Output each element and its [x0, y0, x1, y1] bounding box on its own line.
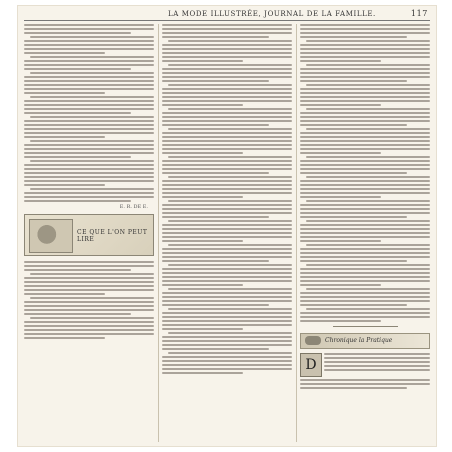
text-line	[300, 240, 381, 242]
text-line	[300, 152, 381, 154]
text-line	[24, 192, 154, 194]
text-line	[168, 244, 292, 246]
text-line	[24, 321, 154, 323]
text-line	[162, 228, 292, 230]
text-line	[300, 268, 430, 270]
text-line	[24, 333, 154, 335]
text-line	[300, 196, 381, 198]
text-line	[162, 148, 292, 150]
text-line	[162, 256, 292, 258]
text-line	[162, 204, 292, 206]
text-line	[300, 164, 430, 166]
text-line	[300, 383, 430, 385]
text-line	[24, 180, 154, 182]
text-line	[168, 64, 292, 66]
text-line	[162, 296, 292, 298]
text-line	[162, 276, 292, 278]
text-line	[24, 64, 154, 66]
text-line	[162, 260, 269, 262]
text-line	[24, 172, 154, 174]
text-line	[24, 277, 154, 279]
text-line	[300, 72, 430, 74]
text-line	[162, 168, 292, 170]
text-line	[162, 60, 243, 62]
text-line	[24, 88, 154, 90]
text-line	[162, 68, 292, 70]
text-line	[162, 32, 292, 34]
text-line	[162, 24, 292, 26]
text-line	[162, 280, 292, 282]
text-line	[306, 200, 430, 202]
text-line	[300, 272, 430, 274]
section-banner	[24, 214, 154, 256]
text-line	[24, 132, 154, 134]
text-line	[300, 100, 430, 102]
text-line	[24, 156, 131, 158]
text-line	[300, 284, 381, 286]
text-line	[300, 160, 430, 162]
section-divider	[333, 326, 398, 327]
text-line	[168, 200, 292, 202]
text-line	[30, 72, 154, 74]
text-line	[162, 100, 292, 102]
text-line	[300, 76, 430, 78]
text-line	[306, 308, 430, 310]
text-line	[168, 352, 292, 354]
text-line	[162, 360, 292, 362]
text-line	[162, 88, 292, 90]
text-line	[162, 292, 292, 294]
text-line	[162, 120, 292, 122]
text-line	[300, 312, 430, 314]
text-line	[24, 32, 131, 34]
text-line	[162, 336, 292, 338]
text-line	[24, 52, 105, 54]
text-line	[300, 104, 381, 106]
text-line	[162, 76, 292, 78]
text-line	[24, 124, 154, 126]
text-line	[24, 313, 131, 315]
text-line	[324, 353, 430, 355]
text-line	[162, 180, 292, 182]
running-header	[18, 8, 436, 20]
text-line	[162, 356, 292, 358]
text-line	[162, 216, 269, 218]
text-line	[300, 44, 430, 46]
text-line	[24, 136, 105, 138]
text-line	[24, 60, 154, 62]
header-rule	[24, 20, 430, 21]
text-line	[24, 48, 154, 50]
text-line	[24, 285, 154, 287]
text-line	[24, 293, 105, 295]
text-line	[306, 220, 430, 222]
text-line	[162, 196, 243, 198]
text-line	[24, 128, 154, 130]
text-line	[300, 316, 430, 318]
text-line	[300, 320, 381, 322]
text-line	[300, 140, 430, 142]
text-line	[24, 100, 154, 102]
text-line	[300, 260, 407, 262]
drop-cap-paragraph	[300, 353, 430, 379]
text-line	[162, 268, 292, 270]
text-line	[24, 168, 154, 170]
text-line	[300, 48, 430, 50]
text-line	[162, 152, 243, 154]
text-line	[168, 156, 292, 158]
text-line	[24, 68, 131, 70]
text-line	[162, 96, 292, 98]
text-line	[24, 269, 131, 271]
column-2	[162, 24, 292, 442]
text-line	[300, 88, 430, 90]
text-line	[168, 128, 292, 130]
column-separator	[296, 24, 297, 442]
text-line	[30, 273, 154, 275]
newspaper-page	[18, 6, 436, 446]
text-line	[30, 140, 154, 142]
text-line	[300, 280, 430, 282]
text-line	[168, 220, 292, 222]
text-line	[162, 248, 292, 250]
text-line	[24, 144, 154, 146]
text-line	[300, 180, 430, 182]
text-line	[24, 76, 154, 78]
text-line	[162, 124, 269, 126]
text-line	[300, 32, 430, 34]
text-line	[300, 112, 430, 114]
text-line	[162, 328, 243, 330]
column-1	[24, 24, 154, 442]
text-line	[324, 361, 430, 363]
text-line	[30, 188, 154, 190]
text-line	[300, 256, 430, 258]
text-line	[162, 56, 292, 58]
text-line	[30, 317, 154, 319]
text-line	[162, 304, 269, 306]
text-line	[300, 68, 430, 70]
text-line	[300, 92, 430, 94]
text-line	[168, 288, 292, 290]
text-line	[300, 208, 430, 210]
text-line	[300, 276, 430, 278]
text-line	[300, 36, 407, 38]
text-line	[324, 369, 430, 371]
text-line	[300, 296, 430, 298]
text-line	[300, 144, 430, 146]
text-line	[162, 192, 292, 194]
text-line	[300, 188, 430, 190]
text-line	[162, 164, 292, 166]
text-line	[24, 24, 154, 26]
text-line	[300, 52, 430, 54]
text-line	[162, 372, 243, 374]
text-line	[300, 192, 430, 194]
text-line	[300, 212, 430, 214]
text-line	[24, 301, 154, 303]
article-signature: E. R. DE E.	[119, 204, 148, 210]
text-line	[162, 160, 292, 162]
text-line	[24, 261, 154, 263]
text-line	[24, 325, 154, 327]
text-line	[162, 144, 292, 146]
text-line	[300, 136, 430, 138]
text-line	[24, 152, 154, 154]
text-line	[24, 281, 154, 283]
text-line	[300, 96, 430, 98]
text-line	[306, 108, 430, 110]
text-line	[162, 300, 292, 302]
text-line	[300, 248, 430, 250]
text-line	[300, 132, 430, 134]
text-line	[162, 272, 292, 274]
text-line	[24, 80, 154, 82]
text-line	[162, 208, 292, 210]
text-line	[300, 172, 407, 174]
text-line	[162, 52, 292, 54]
text-line	[162, 28, 292, 30]
text-line	[162, 80, 269, 82]
text-line	[168, 264, 292, 266]
text-line	[300, 56, 430, 58]
text-line	[300, 28, 430, 30]
text-line	[162, 240, 243, 242]
text-line	[24, 92, 105, 94]
text-line	[306, 244, 430, 246]
text-line	[162, 36, 269, 38]
text-line	[162, 344, 292, 346]
text-line	[168, 332, 292, 334]
text-line	[300, 300, 430, 302]
text-line	[24, 112, 131, 114]
text-line	[162, 232, 292, 234]
text-line	[300, 252, 430, 254]
text-line	[24, 44, 154, 46]
text-line	[24, 108, 154, 110]
text-line	[300, 216, 407, 218]
text-line	[162, 212, 292, 214]
text-line	[24, 84, 154, 86]
running-title: LA MODE ILLUSTRÉE, JOURNAL DE LA FAMILLE.	[168, 10, 376, 18]
text-line	[324, 365, 430, 367]
text-line	[306, 176, 430, 178]
text-line	[168, 40, 292, 42]
text-line	[168, 84, 292, 86]
text-line	[162, 284, 243, 286]
text-line	[162, 368, 292, 370]
text-line	[306, 156, 430, 158]
text-line	[300, 387, 407, 389]
text-line	[24, 337, 105, 339]
text-line	[306, 40, 430, 42]
text-line	[300, 124, 407, 126]
text-line	[162, 44, 292, 46]
text-line	[162, 364, 292, 366]
text-line	[300, 24, 430, 26]
text-line	[300, 292, 430, 294]
text-line	[162, 252, 292, 254]
text-line	[300, 379, 430, 381]
text-line	[162, 140, 292, 142]
text-line	[162, 224, 292, 226]
text-line	[300, 116, 430, 118]
text-line	[306, 64, 430, 66]
text-line	[162, 320, 292, 322]
page-number: 117	[410, 9, 428, 18]
text-line	[162, 172, 269, 174]
text-line	[30, 297, 154, 299]
text-line	[300, 60, 381, 62]
text-line	[30, 96, 154, 98]
text-line	[162, 112, 292, 114]
text-line	[24, 176, 154, 178]
text-line	[168, 108, 292, 110]
text-line	[162, 340, 292, 342]
text-line	[300, 236, 430, 238]
text-line	[24, 28, 154, 30]
text-line	[24, 196, 154, 198]
text-line	[300, 228, 430, 230]
text-line	[24, 148, 154, 150]
text-line	[24, 289, 154, 291]
text-line	[300, 232, 430, 234]
text-line	[24, 120, 154, 122]
text-line	[30, 160, 154, 162]
text-line	[162, 116, 292, 118]
text-line	[306, 84, 430, 86]
text-line	[24, 164, 154, 166]
text-line	[24, 305, 154, 307]
banner-heading: Chronique la Pratique	[325, 337, 393, 344]
drop-cap: D	[300, 353, 322, 377]
text-line	[300, 120, 430, 122]
text-line	[162, 48, 292, 50]
text-line	[300, 168, 430, 170]
text-line	[162, 312, 292, 314]
text-line	[30, 36, 154, 38]
text-line	[168, 176, 292, 178]
text-line	[306, 264, 430, 266]
text-line	[30, 56, 154, 58]
text-line	[162, 136, 292, 138]
text-line	[162, 132, 292, 134]
column-3	[300, 24, 430, 442]
text-line	[306, 128, 430, 130]
text-line	[162, 236, 292, 238]
text-line	[24, 104, 154, 106]
text-line	[324, 357, 430, 359]
text-line	[300, 204, 430, 206]
column-separator	[158, 24, 159, 442]
section-banner	[300, 333, 430, 349]
banner-illustration	[29, 219, 73, 253]
text-line	[168, 308, 292, 310]
text-line	[162, 92, 292, 94]
banner-heading: CE QUE L'ON PEUT LIRE	[77, 229, 148, 243]
text-line	[162, 324, 292, 326]
text-line	[162, 316, 292, 318]
text-line	[300, 148, 430, 150]
text-line	[24, 309, 154, 311]
text-line	[24, 40, 154, 42]
text-line	[162, 104, 243, 106]
text-line	[24, 329, 154, 331]
text-line	[162, 184, 292, 186]
text-line	[300, 224, 430, 226]
text-line	[162, 348, 269, 350]
ornament-icon	[305, 336, 321, 345]
text-line	[162, 188, 292, 190]
text-line	[24, 184, 105, 186]
text-line	[300, 184, 430, 186]
text-line	[306, 288, 430, 290]
text-line	[30, 116, 154, 118]
text-line	[300, 80, 407, 82]
text-line	[300, 304, 407, 306]
text-line	[24, 265, 154, 267]
text-line	[162, 72, 292, 74]
text-line	[24, 200, 131, 202]
